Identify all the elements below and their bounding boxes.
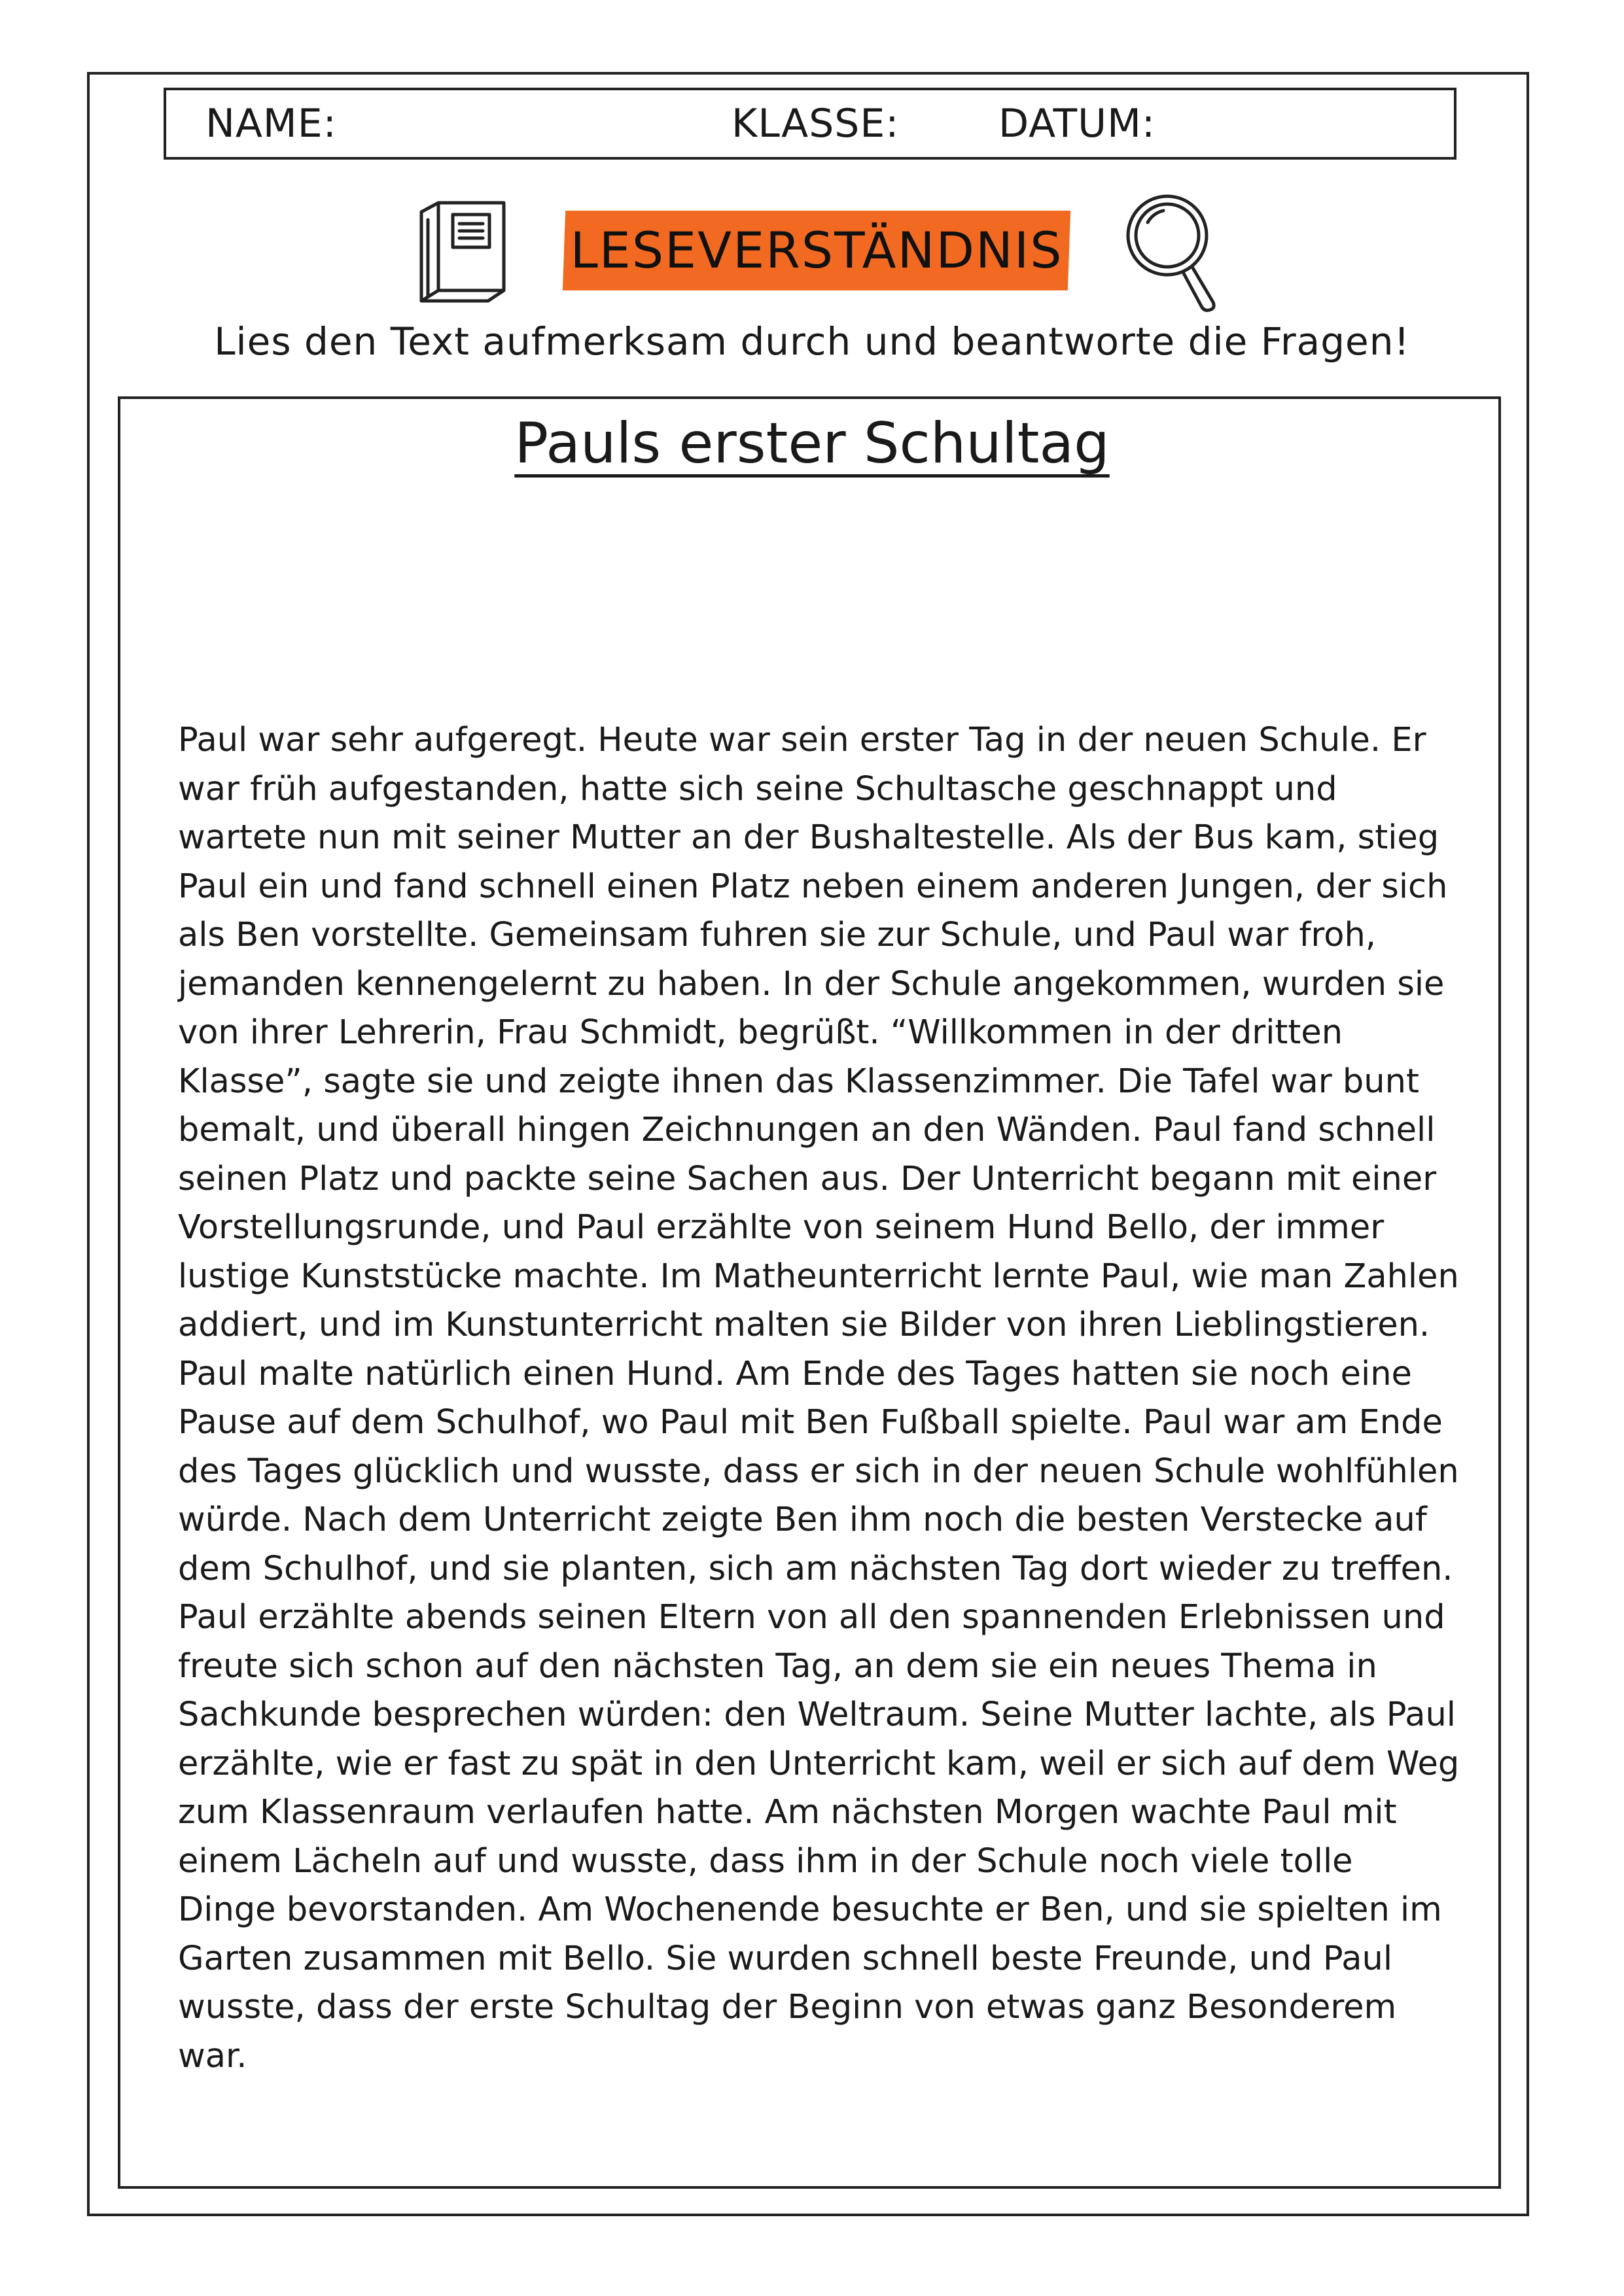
story-title-text: Pauls erster Schultag <box>514 411 1110 476</box>
instruction-text: Lies den Text aufmerksam durch und beantworte die Fragen! <box>214 319 1410 364</box>
book-icon <box>416 200 508 304</box>
banner-title: LESEVERSTÄNDNIS <box>570 221 1063 279</box>
class-label: KLASSE: <box>732 101 900 147</box>
story-text: Paul war sehr aufgeregt. Heute war sein erster Tag in der neuen Schule. Er war früh aufgestanden, hatte sich seine Schultasche geschnappt und wartete nun mit seiner Mutter an der Bushaltestelle. Als der Bus kam, stieg Paul ein und fand schnell einen Platz neben einem anderen Jungen, der sich als Ben vorstellte. Gemeinsam fuhren sie zur Schule, und Paul war froh, jemanden kennengelernt zu haben. In der Schule angekommen, wurden sie von ihrer Lehrerin, Frau Schmidt, begrüßt. “Willkommen in der dritten Klasse”, sagte sie und zeigte ihnen das Klassenzimmer. Die Tafel war bunt bemalt, und überall hingen Zeichnungen an den Wänden. Paul fand schnell seinen Platz und packte seine Sachen aus. Der Unterricht begann mit einer Vorstellungsrunde, und Paul erzählte von seinem Hund Bello, der immer lustige Kunststücke machte. Im Matheunterricht lernte Paul, wie man Zahlen addiert, und im Kunstunterricht malten sie Bilder von ihren Lieblingstieren. Paul malte natürlich einen Hund. Am Ende des Tages hatten sie noch eine Pause auf dem Schulhof, wo Paul mit Ben Fußball spielte. Paul war am Ende des Tages glücklich und wusste, dass er sich in der neuen Schule wohlfühlen würde. Nach dem Unterricht zeigte Ben ihm noch die besten Verstecke auf dem Schulhof, und sie planten, sich am nächsten Tag dort wieder zu treffen. Paul erzählte abends seinen Eltern von all den spannenden Erlebnissen und freute sich schon auf den nächsten Tag, an dem sie ein neues Thema in Sachkunde besprechen würden: den Weltraum. Seine Mutter lachte, als Paul erzählte, wie er fast zu spät in den Unterricht kam, weil er sich auf dem Weg zum Klassenraum verlaufen hatte. Am nächsten Morgen wachte Paul mit einem Lächeln auf und wusste, dass ihm in der Schule noch viele tolle Dinge bevorstanden. Am Wochenende besuchte er Ben, und sie spielten im Garten zusammen mit Bello. Sie wurden schnell beste Freunde, und Paul wusste, dass der erste Schultag der Beginn von etwas ganz Besonderem war. <box>178 721 1460 2076</box>
name-label: NAME: <box>205 101 337 147</box>
story-title <box>0 411 1624 476</box>
header-box <box>164 88 1456 160</box>
date-label: DATUM: <box>998 101 1156 147</box>
magnifying-glass-icon <box>1123 191 1221 313</box>
